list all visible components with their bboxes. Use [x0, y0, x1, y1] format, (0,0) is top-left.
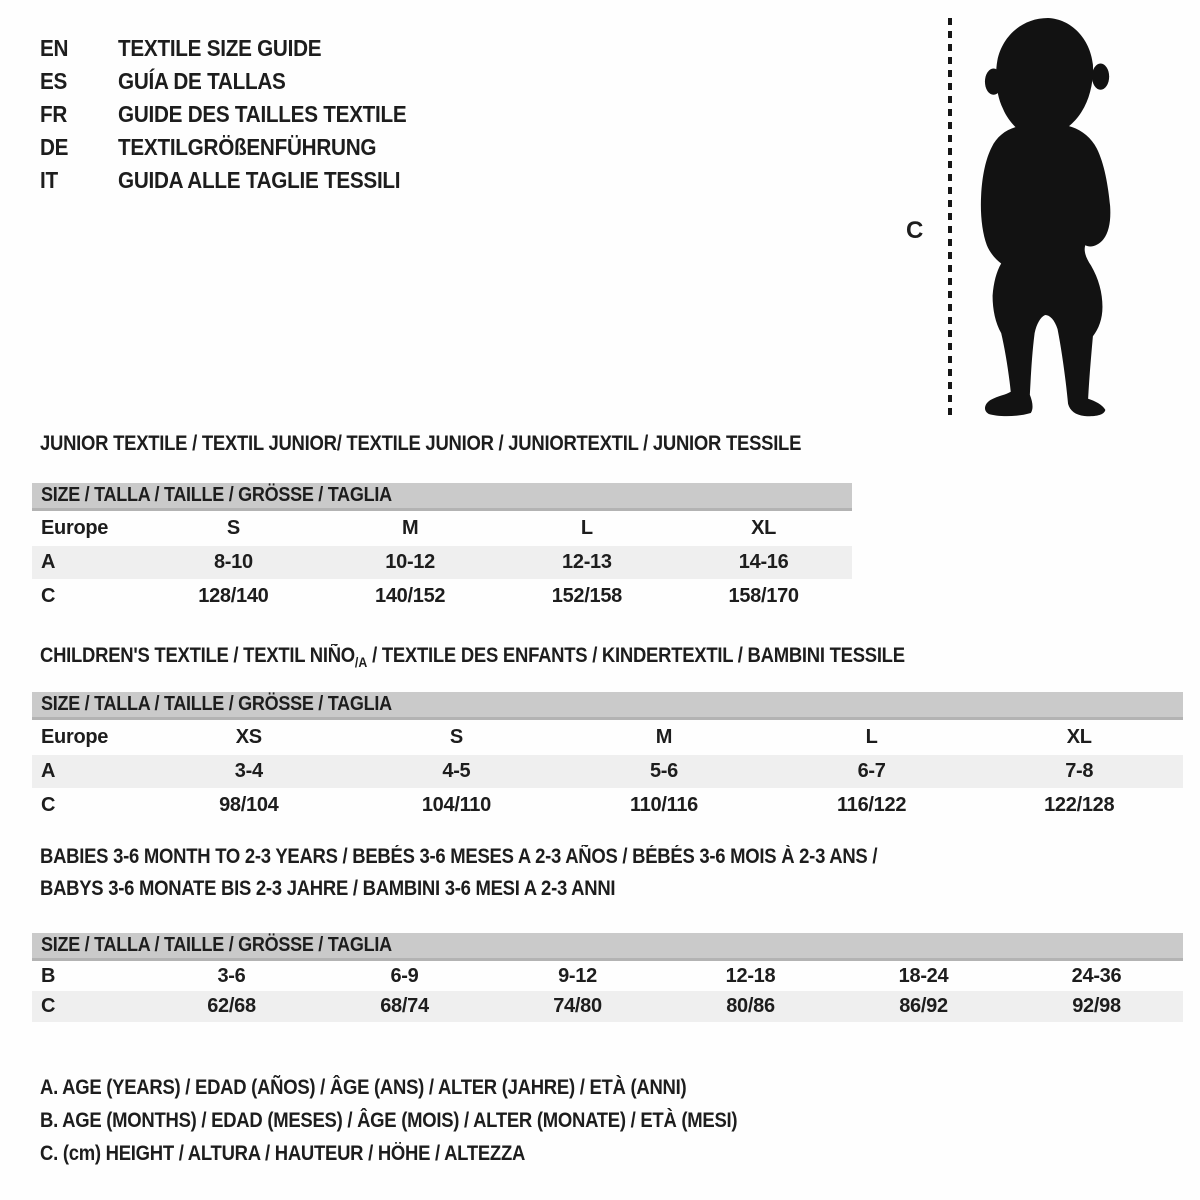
size-value: 5-6 — [649, 760, 678, 782]
size-value: 128/140 — [198, 585, 269, 607]
table-row — [32, 546, 852, 579]
language-row — [40, 98, 439, 131]
size-header-bar — [32, 933, 1183, 961]
size-value: 92/98 — [1072, 995, 1121, 1017]
language-row — [40, 65, 439, 98]
size-value: 10-12 — [385, 551, 435, 573]
size-value: XL — [751, 517, 777, 539]
size-value: 3-4 — [234, 760, 263, 782]
size-value: 14-16 — [738, 551, 789, 573]
row-label: Europe — [41, 726, 109, 748]
children-title-text: / TEXTILE DES ENFANTS / KINDERTEXTIL / BAMBINI TESSILE — [367, 644, 905, 667]
guide-title: GUIDA ALLE TAGLIE TESSILI — [118, 167, 401, 193]
size-value: 6-7 — [857, 760, 886, 782]
size-value: M — [655, 726, 673, 748]
size-value: 62/68 — [207, 995, 256, 1017]
babies-size-table — [32, 933, 1183, 1022]
size-value: 68/74 — [380, 995, 429, 1017]
legend-line-a-text: A. AGE (YEARS) / EDAD (AÑOS) / ÂGE (ANS) / ALTER (JAHRE) / ETÀ (ANNI) — [40, 1075, 687, 1099]
table-row — [32, 755, 1183, 788]
size-value: XL — [1066, 726, 1092, 748]
size-value: 80/86 — [726, 995, 775, 1017]
row-label: C — [41, 794, 56, 816]
table-row — [32, 511, 852, 546]
size-value: 7-8 — [1065, 760, 1094, 782]
junior-size-table — [32, 483, 852, 614]
size-value: S — [449, 726, 463, 748]
size-value: S — [226, 517, 240, 539]
size-value: 12-18 — [725, 964, 776, 987]
children-section-title — [40, 644, 905, 670]
legend-line-a — [40, 1071, 832, 1104]
language-row — [40, 164, 439, 197]
legend — [40, 1071, 832, 1170]
table-row — [32, 720, 1183, 755]
size-value: 86/92 — [899, 995, 948, 1017]
guide-title: TEXTILE SIZE GUIDE — [118, 35, 322, 61]
size-value: 110/116 — [629, 794, 698, 816]
legend-line-b — [40, 1104, 832, 1137]
height-marker-label: C — [906, 217, 924, 244]
row-label: A — [41, 551, 56, 573]
babies-title-line1: BABIES 3-6 MONTH TO 2-3 YEARS / BEBÉS 3-6 MESES A 2-3 AÑOS / BÉBÉS 3-6 MOIS À 2-3 ANS / — [40, 845, 878, 868]
size-header-bar — [32, 483, 852, 511]
size-value: 116/122 — [837, 794, 907, 816]
table-row — [32, 579, 852, 614]
size-value: 152/158 — [551, 585, 622, 607]
language-code: IT — [40, 167, 58, 193]
legend-line-c-text: C. (cm) HEIGHT / ALTURA / HAUTEUR / HÖHE / ALTEZZA — [40, 1141, 526, 1165]
height-measure-line — [948, 18, 952, 418]
legend-line-b-text: B. AGE (MONTHS) / EDAD (MESES) / ÂGE (MOIS) / ALTER (MONATE) / ETÀ (MESI) — [40, 1108, 738, 1132]
size-header-label: SIZE / TALLA / TAILLE / GRÖSSE / TAGLIA — [41, 693, 392, 715]
size-value: 6-9 — [390, 964, 419, 987]
row-label: C — [41, 995, 56, 1017]
row-label: B — [41, 964, 56, 987]
size-header-label: SIZE / TALLA / TAILLE / GRÖSSE / TAGLIA — [41, 484, 392, 506]
language-code: FR — [40, 101, 68, 127]
size-value: 24-36 — [1071, 964, 1122, 987]
size-value: 8-10 — [213, 551, 253, 573]
size-value: L — [580, 517, 593, 539]
size-value: 140/152 — [375, 585, 446, 607]
row-label: C — [41, 585, 56, 607]
language-row — [40, 131, 439, 164]
babies-title-line2: BABYS 3-6 MONATE BIS 2-3 JAHRE / BAMBINI 3-6 MESI A 2-3 ANNI — [40, 877, 616, 900]
table-row — [32, 788, 1183, 823]
language-code: ES — [40, 68, 68, 94]
babies-section-title — [40, 841, 991, 905]
children-title-subscript: /A — [354, 654, 368, 670]
size-value: 4-5 — [442, 760, 471, 782]
size-value: 3-6 — [217, 964, 246, 987]
size-value: L — [865, 726, 878, 748]
baby-silhouette-icon — [962, 14, 1134, 418]
language-title-list — [40, 32, 439, 197]
language-code: EN — [40, 35, 69, 61]
size-value: 18-24 — [898, 964, 949, 987]
legend-line-c — [40, 1137, 832, 1170]
table-row — [32, 991, 1183, 1022]
size-value: 122/128 — [1044, 794, 1115, 816]
row-label: Europe — [41, 517, 109, 539]
junior-section-title: JUNIOR TEXTILE / TEXTIL JUNIOR/ TEXTILE JUNIOR / JUNIORTEXTIL / JUNIOR TESSILE — [40, 432, 802, 455]
size-value: 158/170 — [728, 585, 799, 607]
guide-title: GUÍA DE TALLAS — [118, 68, 286, 94]
children-title-text: CHILDREN'S TEXTILE / TEXTIL NIÑO — [40, 644, 355, 667]
size-value: 12-13 — [562, 551, 612, 573]
size-value: 104/110 — [421, 794, 491, 816]
language-code: DE — [40, 134, 69, 160]
guide-title: TEXTILGRÖßENFÜHRUNG — [118, 134, 377, 160]
guide-title: GUIDE DES TAILLES TEXTILE — [118, 101, 407, 127]
size-header-bar — [32, 692, 1183, 720]
size-value: 98/104 — [219, 794, 279, 816]
size-value: 74/80 — [553, 995, 602, 1017]
size-value: M — [401, 517, 419, 539]
row-label: A — [41, 760, 56, 782]
children-size-table — [32, 692, 1183, 823]
size-value: 9-12 — [558, 964, 597, 987]
language-row — [40, 32, 439, 65]
table-row — [32, 961, 1183, 991]
size-value: XS — [235, 726, 262, 748]
size-header-label: SIZE / TALLA / TAILLE / GRÖSSE / TAGLIA — [41, 934, 392, 956]
